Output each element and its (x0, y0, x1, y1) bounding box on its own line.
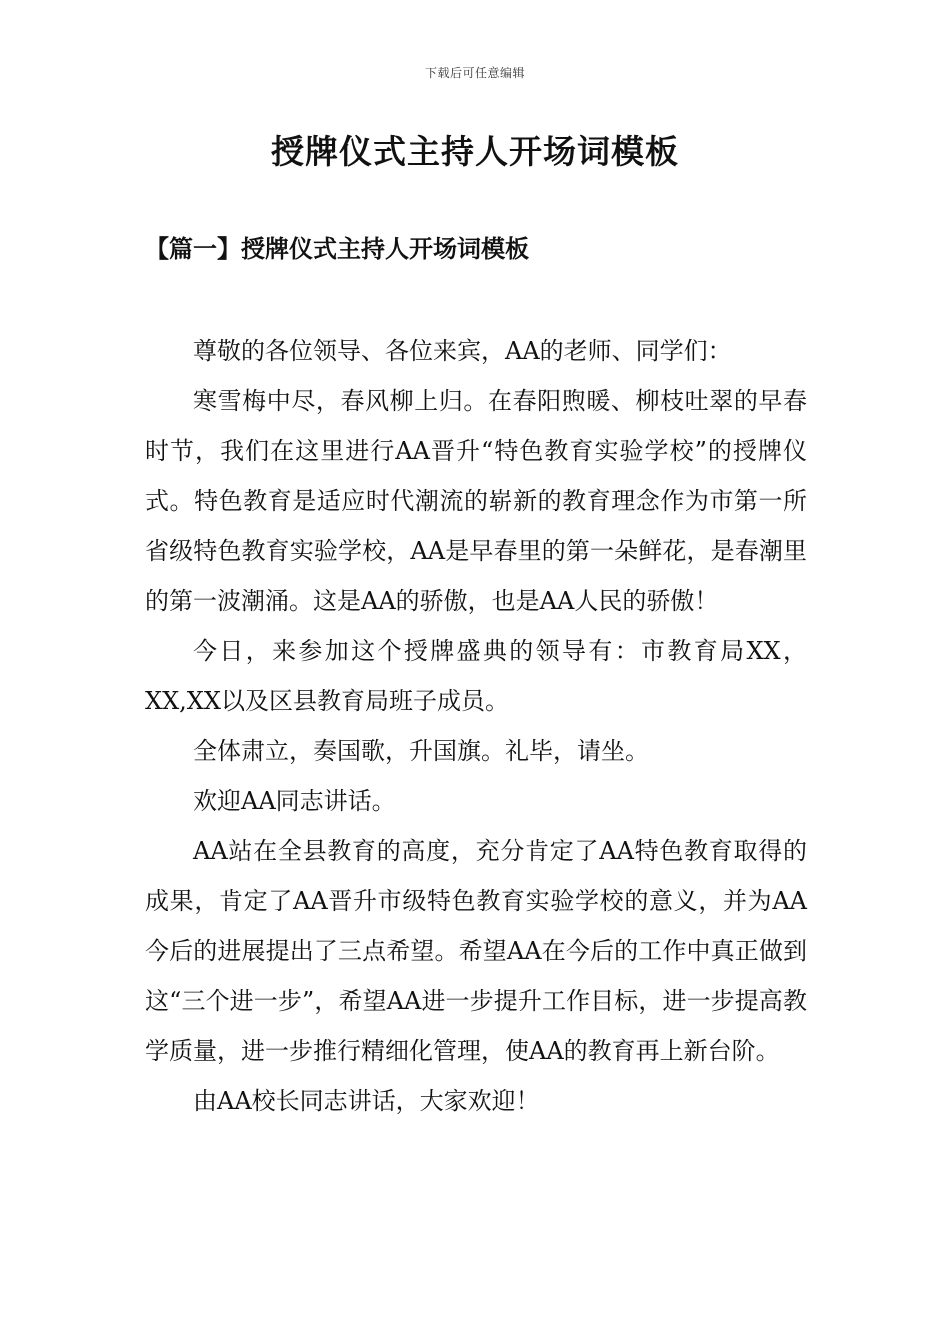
paragraph-speech-summary: AA站在全县教育的高度，充分肯定了AA特色教育取得的成果，肯定了AA晋升市级特色教育实验学校的意义，并为AA今后的进展提出了三点希望。希望AA在今后的工作中真正做到这“三个进一步”，希望AA进一步提升工作目标，进一步提高教学质量，进一步推行精细化管理，使AA的教育再上新台阶。 (145, 837, 807, 1065)
header-note: 下载后可任意编辑 (424, 66, 525, 80)
section-heading: 【篇一】授牌仪式主持人开场词模板 (145, 234, 529, 263)
paragraph-greeting: 尊敬的各位领导、各位来宾，AA的老师、同学们： (193, 337, 732, 365)
paragraph-principal-speech: 由AA校长同志讲话，大家欢迎！ (193, 1087, 540, 1115)
page-title: 授牌仪式主持人开场词模板 (271, 132, 679, 171)
paragraph-guests: 今日，来参加这个授牌盛典的领导有：市教育局XX，XX,XX以及区县教育局班子成员。 (145, 637, 807, 715)
paragraph-opening: 寒雪梅中尽，春风柳上归。在春阳煦暖、柳枝吐翠的早春时节，我们在这里进行AA晋升“特色教育实验学校”的授牌仪式。特色教育是适应时代潮流的崭新的教育理念作为市第一所省级特色教育实验学校，AA是早春里的第一朵鲜花，是春潮里的第一波潮涌。这是AA的骄傲，也是AA人民的骄傲！ (145, 387, 807, 615)
paragraph-anthem: 全体肃立，奏国歌，升国旗。礼毕，请坐。 (193, 737, 649, 765)
document-body (145, 326, 807, 1126)
paragraph-welcome-speech: 欢迎AA同志讲话。 (193, 787, 396, 815)
